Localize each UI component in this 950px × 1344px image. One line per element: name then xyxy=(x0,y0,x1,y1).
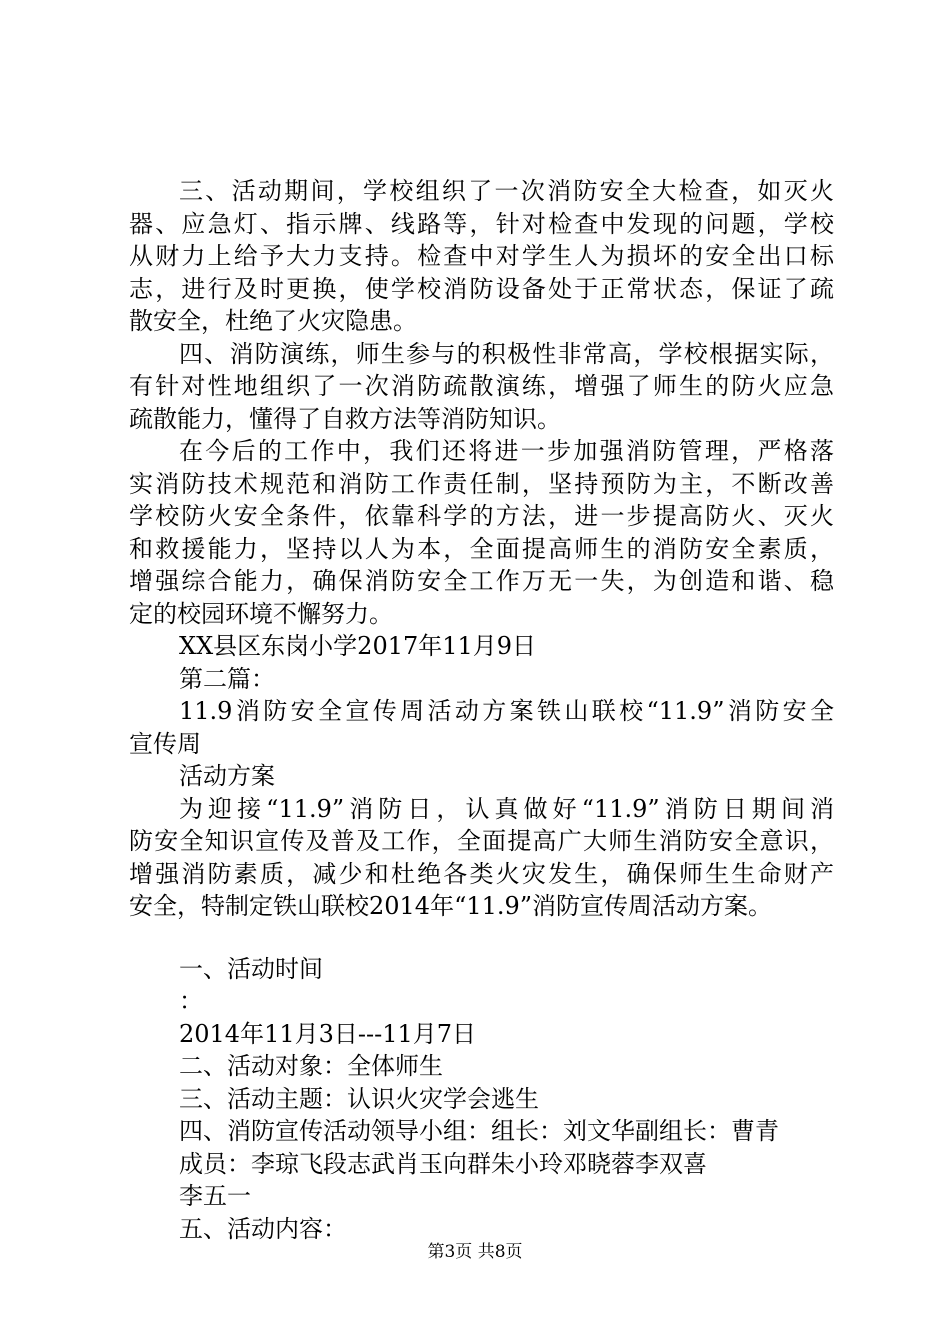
text-line: 和救援能力，坚持以人为本，全面提高师生的消防安全素质， xyxy=(129,534,834,563)
list-heading: 一、活动时间 xyxy=(179,954,323,983)
text-line: 为迎接“11.9”消防日，认真做好“11.9”消防日期间消 xyxy=(179,794,834,823)
list-item: 四、消防宣传活动领导小组：组长：刘文华副组长：曹青 xyxy=(179,1117,779,1145)
page-number: 第3页 共8页 xyxy=(427,1242,523,1262)
text-line: 在今后的工作中，我们还将进一步加强消防管理，严格落 xyxy=(179,437,834,465)
text-line: 防安全知识宣传及普及工作，全面提高广大师生消防安全意识， xyxy=(129,827,834,855)
text-line: 李五一 xyxy=(179,1182,251,1210)
document-body xyxy=(129,175,834,1245)
text-line: 疏散能力，懂得了自救方法等消防知识。 xyxy=(129,404,561,433)
text-line: ： xyxy=(179,987,203,1015)
text-line: 活动方案 xyxy=(179,762,275,790)
text-line: 有针对性地组织了一次消防疏散演练，增强了师生的防火应急 xyxy=(129,372,834,400)
list-item: 五、活动内容： xyxy=(179,1214,347,1243)
text-line: XX县区东岗小学2017年11月9日 xyxy=(179,632,537,660)
text-line: 定的校园环境不懈努力。 xyxy=(129,599,393,628)
section-heading: 第二篇： xyxy=(179,664,275,693)
text-line: 2014年11月3日---11月7日 xyxy=(179,1019,477,1048)
text-line: 散安全，杜绝了火灾隐患。 xyxy=(129,307,417,335)
text-line: 学校防火安全条件，依靠科学的方法，进一步提高防火、灭火 xyxy=(129,502,834,530)
text-line: 四、消防演练，师生参与的积极性非常高，学校根据实际， xyxy=(179,339,834,368)
text-line: 增强消防素质，减少和杜绝各类火灾发生，确保师生生命财产 xyxy=(129,859,834,888)
text-line: 安全，特制定铁山联校2014年“11.9”消防宣传周活动方案。 xyxy=(129,892,773,920)
blank-line xyxy=(129,923,834,953)
text-line: 志，进行及时更换，使学校消防设备处于正常状态，保证了疏 xyxy=(129,274,834,303)
text-line: 成员：李琼飞段志武肖玉向群朱小玲邓晓蓉李双喜 xyxy=(179,1149,707,1178)
page-footer xyxy=(0,1240,950,1264)
text-line: 器、应急灯、指示牌、线路等，针对检查中发现的问题，学校 xyxy=(129,209,834,238)
text-line: 增强综合能力，确保消防安全工作万无一失，为创造和谐、稳 xyxy=(129,567,834,595)
text-line: 宣传周 xyxy=(129,729,201,758)
list-item: 三、活动主题：认识火灾学会逃生 xyxy=(179,1084,539,1113)
text-line: 实消防技术规范和消防工作责任制，坚持预防为主，不断改善 xyxy=(129,469,834,498)
text-line: 三、活动期间，学校组织了一次消防安全大检查，如灭火 xyxy=(179,177,834,205)
text-line: 11.9消防安全宣传周活动方案铁山联校“11.9”消防安全 xyxy=(179,697,834,725)
list-item: 二、活动对象：全体师生 xyxy=(179,1052,443,1080)
text-line: 从财力上给予大力支持。检查中对学生人为损坏的安全出口标 xyxy=(129,242,834,270)
